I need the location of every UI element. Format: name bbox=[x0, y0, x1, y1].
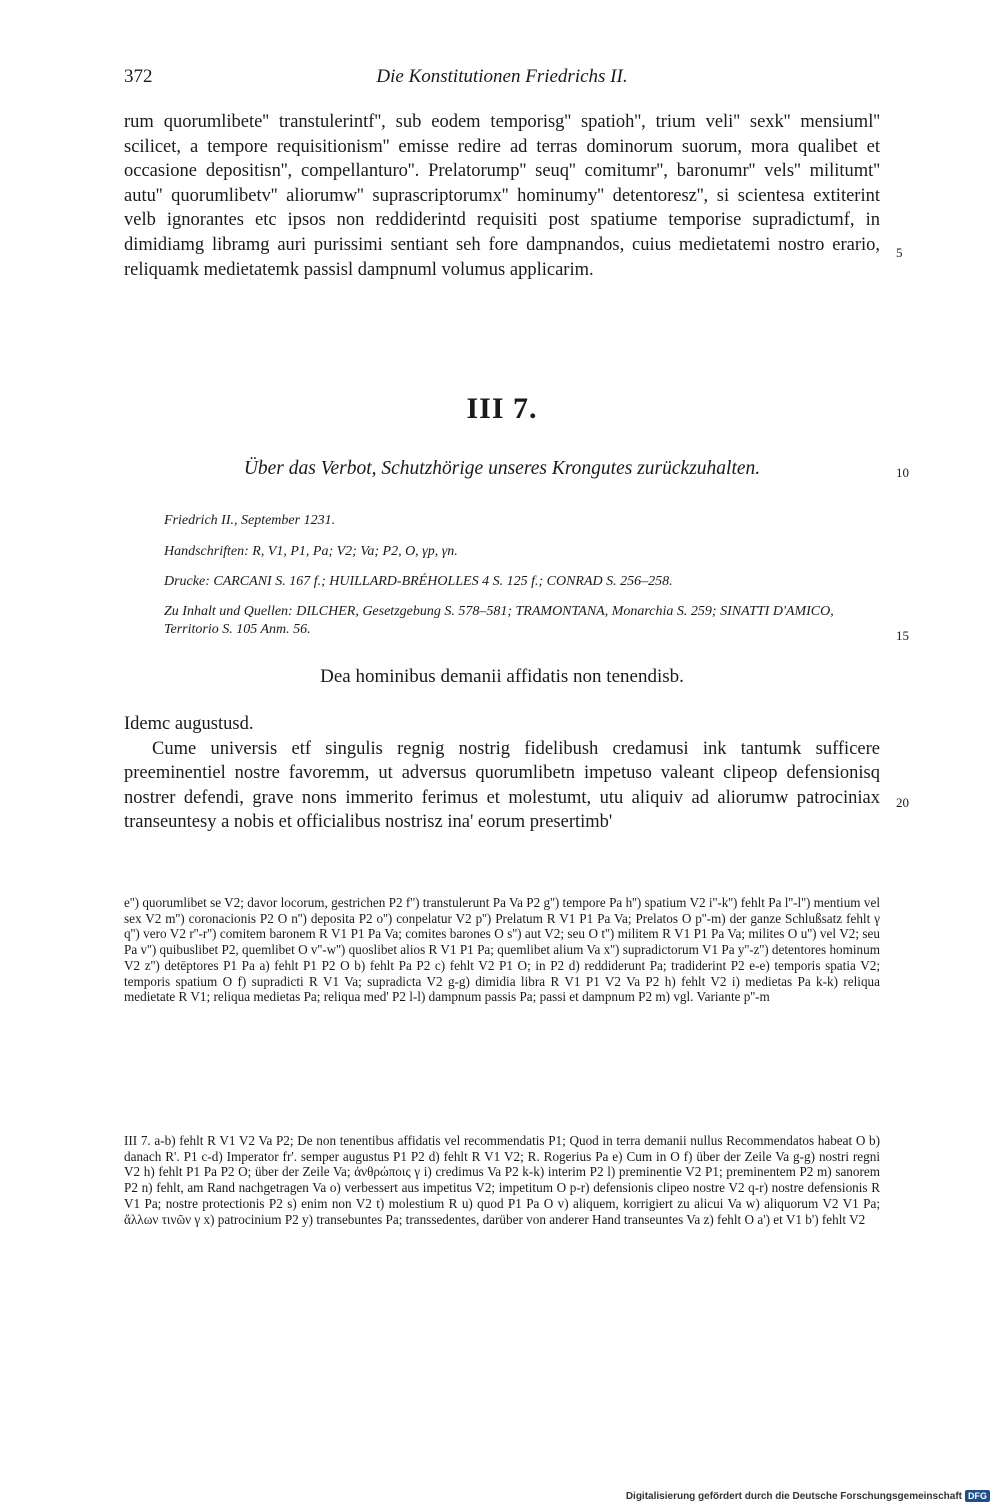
meta-manuscripts: Handschriften: R, V1, P1, Pa; V2; Va; P2, O, γp, γn. bbox=[164, 544, 458, 559]
page-header bbox=[124, 66, 880, 90]
line-number-5: 5 bbox=[896, 245, 903, 260]
running-title: Die Konstitutionen Friedrichs II. bbox=[376, 66, 628, 87]
section-number: III 7. bbox=[466, 392, 538, 425]
meta-date: Friedrich II., September 1231. bbox=[164, 513, 336, 528]
main-paragraph: Cume universis etf singulis regnig nostrig fidelibush credamusi ink tantumk sufficere preeminentiel nostre favoremm, ut adversus quorumlibetn impetuso valeant clipeop defensionisq nostrer defendi, grave nons immerito ferimus et molestumt, utu aliquiv ad aliorumw patrociniax transeuntesy a nobis et officialibus nostrisz ina' eorum presertimb' bbox=[124, 738, 880, 833]
meta-sources: Zu Inhalt und Quellen: DILCHER, Gesetzgebung S. 578–581; TRAMONTANA, Monarchia S. 259; SINATTI D'AMICO, Territorio S. 105 Anm. 56. bbox=[164, 604, 834, 637]
critical-apparatus-1 bbox=[124, 895, 880, 1005]
document-heading: Dea hominibus demanii affidatis non tenendisb. bbox=[320, 666, 684, 687]
salutation-line: Idemc augustusd. bbox=[124, 714, 254, 734]
top-paragraph: rum quorumlibete'' transtulerintf'', sub eodem temporisg'' spatioh'', trium veli'' sexk'' mensiuml'' scilicet, a tempore requisitionism'' emisse redire ad terras dominorum suorum, mora qualibet et occasione depositisn'', compellanturo''. Prelatorump'' seuq'' comitumr'', baronumr'' vels'' militumt'' autu'' quorumlibetv'' aliorumw'' suprascriptorumx'' hominumy'' detentoresz'', si scientesa extiterint velb ignorantes etc ipsos non reddiderintd requisiti post spatiume temporise supradictumf, in dimidiamg libramg auri purissimi sentiant seh fore dampnandos, cuius medietatemi nostro erario, reliquamk medietatemk passisl dampnuml volumus applicarim. bbox=[124, 112, 880, 280]
dfg-logo: DFG bbox=[965, 1490, 990, 1502]
apparatus-notes-1: e'') quorumlibet se V2; davor locorum, gestrichen P2 f'') transtulerunt Pa Va P2 g'') tempore Pa h'') spatium V2 i''-k'') fehlt Pa l''-l'') mentium vel sex V2 m'') coronacionis P2 O n'') deposita P2 o'') conpelatur V2 p'') Prelatum R V1 P1 Pa Va; Prelatos O p''-m) der ganze Schlußsatz fehlt γ q'') vero V2 r''-r'') comitem baronem R V1 P1 Pa Va; comites barones O s'') aut V2; seu O t'') militem R V1 P1 Pa Va; milites O u'') vel V2; seu Pa v'') quibuslibet P2, quemlibet O v''-w'') quoslibet alios R V1 P1 Pa; quemlibet alium Va x'') supradictorum V1 Pa y''-z'') detentores hominum V2 z'') detēptores P1 Pa a) fehlt P1 P2 O b) fehlt Pa P2 c) fehlt V2 P1 O; in P2 d) reddiderunt Pa; tradiderint P2 e-e) temporis spatia V2; temporis spatium O f) supradicti R V1 Va; supradicta V2 g-g) dimidia libra R V1 P1 V2 Va P2 h) fehlt V2 i) medietas Pa k-k) reliqua medietate R V1; reliqua medietas Pa; reliqua med' P2 l-l) dampnum passis Pa; passi et dampnum P2 m) vgl. Variante p''-m bbox=[124, 895, 880, 1005]
apparatus-notes-2: III 7. a-b) fehlt R V1 V2 Va P2; De non tenentibus affidatis vel recommendatis P1; Quod in terra demanii nullus Recommendatos habeat O b) danach R'. P1 c-d) Imperator fr'. semper augustus P1 P2 d) fehlt R V1 V2; R. Rogerius Pa e) Cum in O f) über der Zeile Va g-g) nostri regni V2 h) fehlt P1 Pa P2 O; über der Zeile Va; ἀνθρώποις γ i) credimus Va P2 k-k) interim P2 l) preminentie V2 P1; preminentem P2 m) sanorem P2 n) fehlt, am Rand nachgetragen Va o) verbessert aus impetitus V2; impetitum O p-r) defensionis clipeo nostre V2 q-r) nostre defensionis R V1 Pa; nostre protectionis P2 s) enim non V2 t) molestium R u) quod P1 Pa O v) aliquem, korrigiert zu alicui Va w) aliquorum V2 V1 Pa; ἄλλων τινῶν γ x) patrocinium P2 y) transebuntes Pa; transsedentes, darüber von anderer Hand transeuntes Va z) fehlt O a') et V1 b') fehlt V2 bbox=[124, 1133, 880, 1227]
top-paragraph-block bbox=[124, 110, 880, 282]
footer-credit bbox=[626, 1490, 990, 1502]
line-number-20: 20 bbox=[896, 795, 909, 810]
line-number-15: 15 bbox=[896, 628, 909, 643]
main-text-block bbox=[124, 712, 880, 835]
line-number-10: 10 bbox=[896, 465, 909, 480]
page-number: 372 bbox=[124, 66, 153, 87]
critical-apparatus-2 bbox=[124, 1133, 880, 1227]
section-title: Über das Verbot, Schutzhörige unseres Krongutes zurückzuhalten. bbox=[243, 458, 761, 479]
meta-prints: Drucke: CARCANI S. 167 f.; HUILLARD-BRÉHOLLES 4 S. 125 f.; CONRAD S. 256–258. bbox=[164, 574, 673, 589]
footer-credit-text: Digitalisierung gefördert durch die Deutsche Forschungsgemeinschaft bbox=[625, 1490, 962, 1502]
